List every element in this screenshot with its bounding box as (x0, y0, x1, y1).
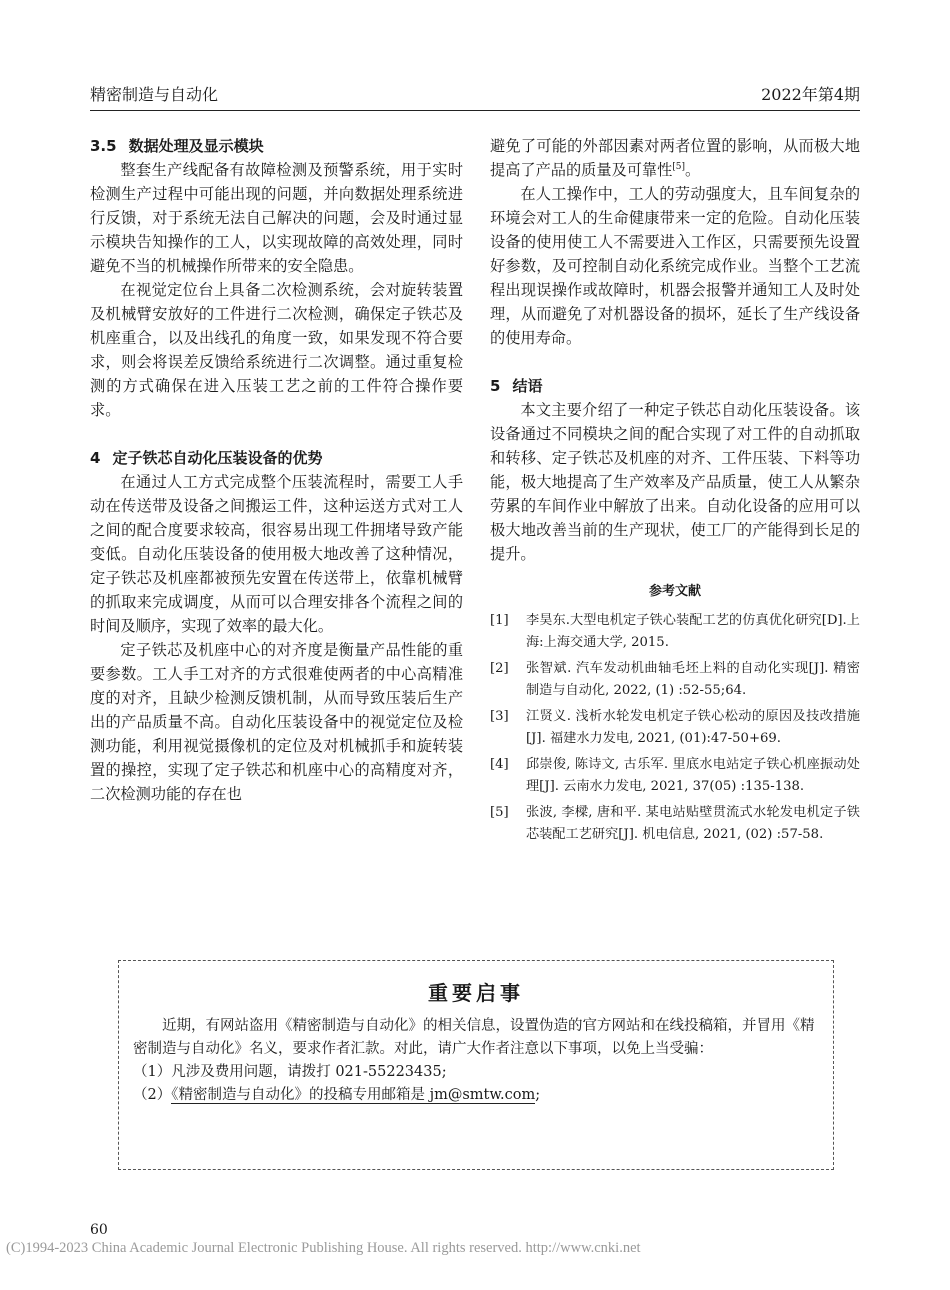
section-heading-4 (90, 446, 463, 470)
section-number: 5 (490, 377, 501, 395)
issue-label: 2022年第4期 (761, 85, 860, 104)
section-title: 数据处理及显示模块 (128, 137, 264, 155)
references-title: 参考文献 (648, 584, 701, 599)
section-heading-3-5 (90, 134, 463, 158)
journal-name: 精密制造与自动化 (90, 85, 219, 104)
reference-item: [4] 邱崇俊, 陈诗文, 古乐军. 里底水电站定子铁心机座振动处理[J]. 云南水力发电, 2021, 37(05) :135-138. (490, 757, 860, 794)
paragraph: 在通过人工方式完成整个压装流程时，需要工人手动在传送带及设备之间搬运工件，这种运送方式对工人之间的配合度要求较高，很容易出现工件拥堵导致产能变低。自动化压装设备的使用极大地改善了这种情况，定子铁芯及机座都被预先安置在传送带上，依靠机械臂的抓取来完成调度，从而可以合理安排各个流程之间的时间及顺序，实现了效率的最大化。 (90, 473, 463, 635)
citation[interactable]: [5] (672, 161, 685, 172)
paragraph: 整套生产线配备有故障检测及预警系统，用于实时检测生产过程中可能出现的问题，并向数据处理系统进行反馈，对于系统无法自己解决的问题，会及时通过显示模块告知操作的工人，以实现故障的高效处理，同时避免不当的机械操作所带来的安全隐患。 (90, 161, 463, 275)
paragraph: 在视觉定位台上具备二次检测系统，会对旋转装置及机械臂安放好的工件进行二次检测，确保定子铁芯及机座重合，以及出线孔的角度一致，如果发现不符合要求，则会将误差反馈给系统进行二次调整。通过重复检测的方式确保在进入压装工艺之前的工件符合操作要求。 (90, 281, 463, 419)
paragraph: 定子铁芯及机座中心的对齐度是衡量产品性能的重要参数。工人手工对齐的方式很难使两者的中心高精准度的对齐，且缺少检测反馈机制，从而导致压装后生产出的产品质量不高。自动化压装设备中的视觉定位及检测功能，利用视觉摄像机的定位及对机械抓手和旋转装置的操控，实现了定子铁芯和机座中心的高精度对齐，二次检测功能的存在也 (90, 641, 463, 803)
section-title: 定子铁芯自动化压装设备的优势 (112, 449, 323, 467)
paragraph-continued: 避免了可能的外部因素对两者位置的影响，从而极大地提高了产品的质量及可靠性[5]。 (490, 137, 860, 179)
left-column (90, 134, 463, 806)
section-heading-5 (490, 374, 860, 398)
reference-item: [2] 张智斌. 汽车发动机曲轴毛坯上料的自动化实现[J]. 精密制造与自动化, 2022, (1) :52-55;64. (490, 661, 860, 698)
notice-title: 重要启事 (428, 981, 524, 1005)
section-number: 4 (90, 449, 101, 467)
section-number: 3.5 (90, 137, 117, 155)
section-title: 结语 (512, 377, 543, 395)
paragraph: 本文主要介绍了一种定子铁芯自动化压装设备。该设备通过不同模块之间的配合实现了对工件的自动抓取和转移、定子铁芯及机座的对齐、工件压装、下料等功能，极大地提高了生产效率及产品质量，使工人从繁杂劳累的车间作业中解放了出来。自动化设备的应用可以极大地改善当前的生产现状，使工厂的产能得到长足的提升。 (490, 401, 860, 563)
notice-item-phone: （1）凡涉及费用问题，请拨打 021-55223435; (133, 1064, 447, 1080)
notice-body (133, 1015, 823, 1107)
submission-email-link[interactable]: 《精密制造与自动化》的投稿专用邮箱是 jm@smtw.com (171, 1087, 536, 1103)
reference-item: [3] 江贤义. 浅析水轮发电机定子铁心松动的原因及技改措施[J]. 福建水力发电, 2021, (01):47-50+69. (490, 709, 860, 746)
reference-item: [5] 张波, 李樑, 唐和平. 某电站贴壁贯流式水轮发电机定子铁芯装配工艺研究[J]. 机电信息, 2021, (02) :57-58. (490, 805, 860, 842)
copyright-watermark: (C)1994-2023 China Academic Journal Electronic Publishing House. All rights reserved. http://www.cnki.net (6, 1240, 641, 1256)
paragraph: 在人工操作中，工人的劳动强度大，且车间复杂的环境会对工人的生命健康带来一定的危险。自动化压装设备的使用使工人不需要进入工作区，只需要预先设置好参数，及可控制自动化系统完成作业。当整个工艺流程出现误操作或故障时，机器会报警并通知工人及时处理，从而避免了对机器设备的损坏，延长了生产线设备的使用寿命。 (490, 185, 860, 347)
running-header (90, 80, 860, 111)
right-column (490, 134, 860, 850)
notice-text: 近期，有网站盗用《精密制造与自动化》的相关信息，设置伪造的官方网站和在线投稿箱，并冒用《精密制造与自动化》名义，要求作者汇款。对此，请广大作者注意以下事项，以免上当受骗： (133, 1018, 815, 1057)
page-number: 60 (90, 1222, 108, 1238)
reference-item: [1] 李昊东.大型电机定子铁心装配工艺的仿真优化研究[D].上海:上海交通大学, 2015. (490, 613, 860, 650)
important-notice-box (118, 960, 834, 1170)
notice-item-email: （2）《精密制造与自动化》的投稿专用邮箱是 jm@smtw.com; (133, 1087, 541, 1103)
